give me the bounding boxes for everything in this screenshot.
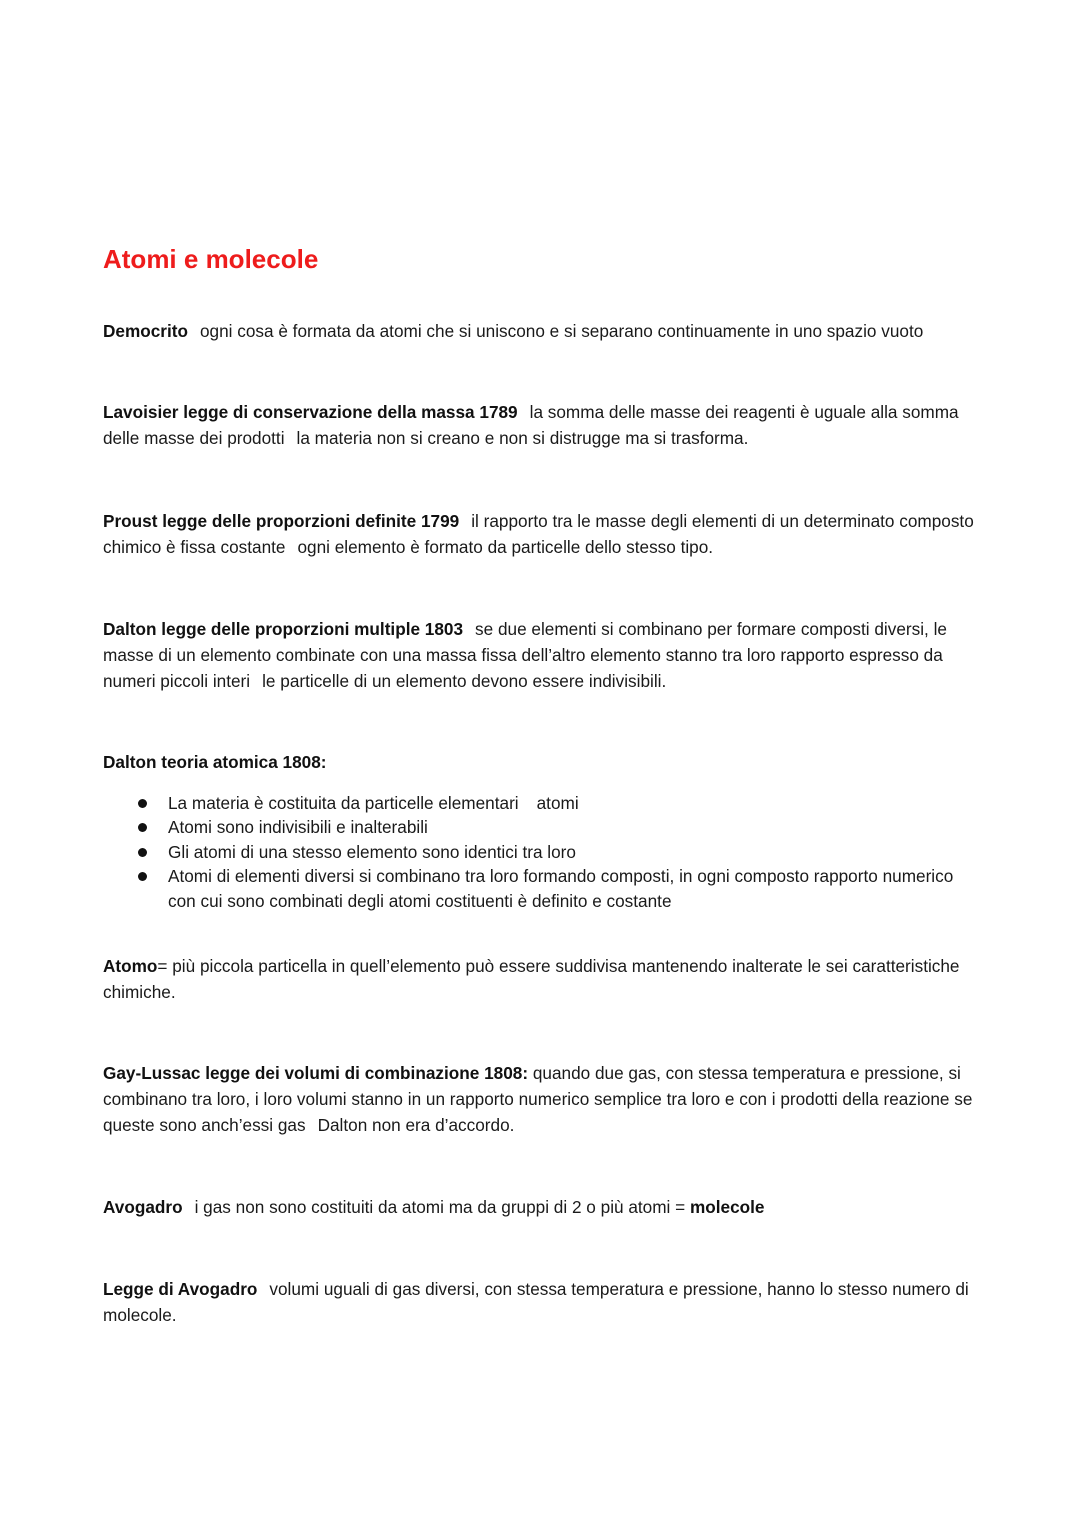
list-item-extra: atomi bbox=[536, 793, 579, 813]
bullet-icon bbox=[138, 848, 147, 857]
bullet-icon bbox=[138, 872, 147, 881]
bullet-icon bbox=[138, 799, 147, 808]
paragraph-legge-avogadro bbox=[103, 1276, 983, 1328]
atomo-text: = più piccola particella in quell’elemento può essere suddivisa mantenendo inalterate le sei caratteristiche chimiche. bbox=[103, 956, 960, 1002]
term-legge-avogadro: Legge di Avogadro bbox=[103, 1279, 258, 1299]
paragraph-gay-lussac bbox=[103, 1060, 983, 1138]
dalton-multiple-text-2: le particelle di un elemento devono essere indivisibili. bbox=[262, 671, 667, 691]
term-democrito: Democrito bbox=[103, 321, 188, 341]
paragraph-lavoisier bbox=[103, 399, 983, 451]
gay-lussac-text-2: Dalton non era d’accordo. bbox=[317, 1115, 515, 1135]
bullet-icon bbox=[138, 823, 147, 832]
paragraph-atomo bbox=[103, 953, 983, 1005]
lavoisier-text-1: la somma delle masse dei reagenti è uguale alla somma delle masse dei prodotti bbox=[103, 402, 959, 448]
term-dalton-theory: Dalton teoria atomica 1808: bbox=[103, 752, 327, 772]
paragraph-dalton-multiple bbox=[103, 616, 983, 694]
heading-dalton-theory bbox=[103, 749, 983, 775]
list-item bbox=[103, 815, 983, 839]
term-dalton-multiple: Dalton legge delle proporzioni multiple 1803 bbox=[103, 619, 464, 639]
term-lavoisier: Lavoisier legge di conservazione della massa 1789 bbox=[103, 402, 518, 422]
dalton-theory-list bbox=[103, 791, 983, 913]
proust-text-2: ogni elemento è formato da particelle dello stesso tipo. bbox=[297, 537, 714, 557]
paragraph-proust bbox=[103, 508, 983, 560]
term-atomo: Atomo bbox=[103, 956, 158, 976]
term-avogadro: Avogadro bbox=[103, 1197, 183, 1217]
proust-text-1: il rapporto tra le masse degli elementi di un determinato composto chimico è fissa costante bbox=[103, 511, 974, 557]
dalton-multiple-text-1: se due elementi si combinano per formare composti diversi, le masse di un elemento combinate con una massa fissa dell’altro elemento stanno tra loro rapporto espresso da numeri piccoli interi bbox=[103, 619, 947, 691]
paragraph-democrito bbox=[103, 318, 983, 344]
paragraph-avogadro bbox=[103, 1194, 983, 1220]
legge-avogadro-text: volumi uguali di gas diversi, con stessa temperatura e pressione, hanno lo stesso numero di molecole. bbox=[103, 1279, 969, 1325]
list-item-text: Gli atomi di una stesso elemento sono identici tra loro bbox=[168, 841, 576, 862]
list-item bbox=[103, 840, 983, 864]
term-gay-lussac: Gay-Lussac legge dei volumi di combinazione 1808: bbox=[103, 1063, 529, 1083]
avogadro-text: i gas non sono costituiti da atomi ma da gruppi di 2 o più atomi = bbox=[194, 1197, 686, 1217]
democrito-text: ogni cosa è formata da atomi che si uniscono e si separano continuamente in uno spazio vuoto bbox=[200, 321, 924, 341]
page-title: Atomi e molecole bbox=[103, 244, 319, 274]
list-item-text: Atomi sono indivisibili e inalterabili bbox=[168, 817, 428, 838]
list-item-text: Atomi di elementi diversi si combinano tra loro formando composti, in ogni composto rapporto numerico con cui sono combinati degli atomi costituenti è definito e costante bbox=[168, 866, 954, 911]
list-item bbox=[103, 791, 983, 815]
term-molecole: molecole bbox=[689, 1197, 765, 1217]
lavoisier-text-2: la materia non si creano e non si distrugge ma si trasforma. bbox=[296, 428, 749, 448]
list-item bbox=[103, 864, 983, 913]
term-proust: Proust legge delle proporzioni definite 1799 bbox=[103, 511, 460, 531]
list-item-text: La materia è costituita da particelle elementari bbox=[168, 793, 519, 813]
gay-lussac-text-1: quando due gas, con stessa temperatura e pressione, si combinano tra loro, i loro volumi stanno in un rapporto numerico semplice tra loro e con i prodotti della reazione se queste sono anch’essi gas bbox=[103, 1063, 973, 1135]
